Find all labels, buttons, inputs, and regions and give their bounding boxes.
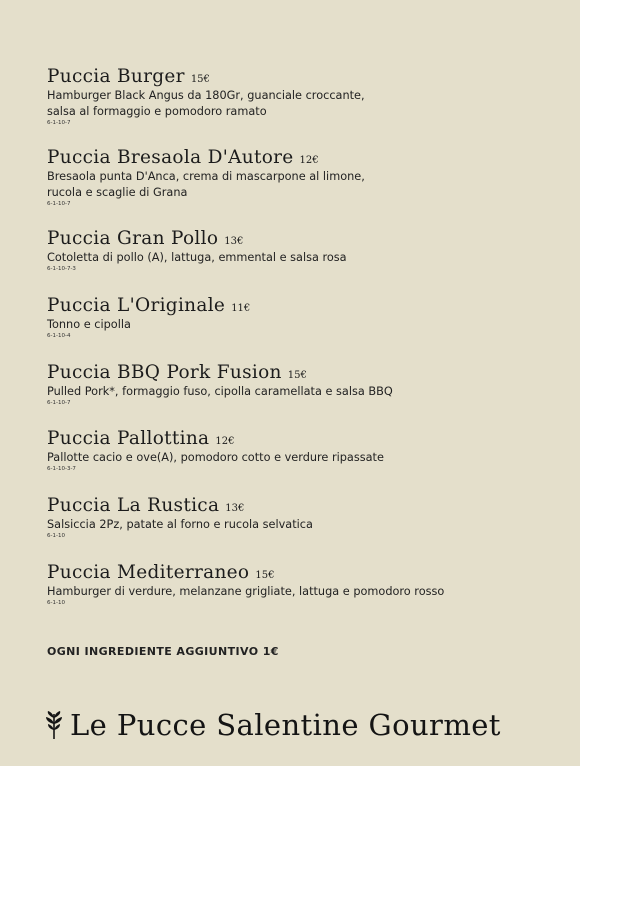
item-name: Puccia Mediterraneo [47,562,250,583]
item-allergens: 6-1-10-7 [47,400,71,406]
item-title [47,428,567,449]
item-price: 15€ [190,74,210,85]
item-allergens: 6-1-10 [47,600,65,606]
item-title [47,295,567,316]
item-name: Puccia Gran Pollo [47,228,219,249]
menu-item-mediterraneo [47,562,567,607]
item-title [47,66,567,87]
item-description: Pallotte cacio e ove(A), pomodoro cotto e verdure ripassate [47,451,384,464]
item-price: 11€ [231,303,251,314]
olive-branch-icon [44,710,64,740]
item-price: 12€ [215,436,235,447]
item-description: Tonno e cipolla [47,318,131,331]
item-price: 13€ [225,503,245,514]
item-name: Puccia La Rustica [47,495,220,516]
item-name: Puccia Burger [47,66,185,87]
item-allergens: 6-1-10 [47,533,65,539]
item-description-line2: rucola e scaglie di Grana [47,186,188,199]
brand-title: Le Pucce Salentine Gourmet [70,708,501,742]
menu-item-bresaola [47,147,567,208]
item-title [47,495,567,516]
menu-item-gran-pollo [47,228,567,273]
item-allergens: 6-1-10-3-7 [47,466,76,472]
item-name: Puccia BBQ Pork Fusion [47,362,282,383]
item-description: Cotoletta di pollo (A), lattuga, emmental e salsa rosa [47,251,347,264]
menu-item-burger [47,66,567,127]
footer-brand [44,708,501,742]
item-name: Puccia Bresaola D'Autore [47,147,294,168]
item-title [47,147,567,168]
item-description: Hamburger Black Angus da 180Gr, guanciale croccante, [47,89,365,102]
item-name: Puccia Pallottina [47,428,210,449]
item-description: Bresaola punta D'Anca, crema di mascarpone al limone, [47,170,365,183]
item-description-line2: salsa al formaggio e pomodoro ramato [47,105,267,118]
item-description: Hamburger di verdure, melanzane grigliate, lattuga e pomodoro rosso [47,585,445,598]
item-description: Salsiccia 2Pz, patate al forno e rucola selvatica [47,518,313,531]
item-price: 15€ [287,370,307,381]
menu-item-bbq-pork [47,362,567,407]
item-allergens: 6-1-10-7-3 [47,266,76,272]
item-allergens: 6-1-10-7 [47,201,71,207]
item-price: 15€ [255,570,275,581]
item-allergens: 6-1-10-7 [47,120,71,126]
menu-item-pallottina [47,428,567,473]
menu-item-originale [47,295,567,340]
item-name: Puccia L'Originale [47,295,226,316]
item-price: 13€ [224,236,244,247]
item-title [47,562,567,583]
item-price: 12€ [299,155,319,166]
extra-ingredient-note: OGNI INGREDIENTE AGGIUNTIVO 1€ [47,645,279,658]
item-title [47,362,567,383]
item-title [47,228,567,249]
item-allergens: 6-1-10-4 [47,333,71,339]
item-description: Pulled Pork*, formaggio fuso, cipolla caramellata e salsa BBQ [47,385,393,398]
menu-item-rustica [47,495,567,540]
